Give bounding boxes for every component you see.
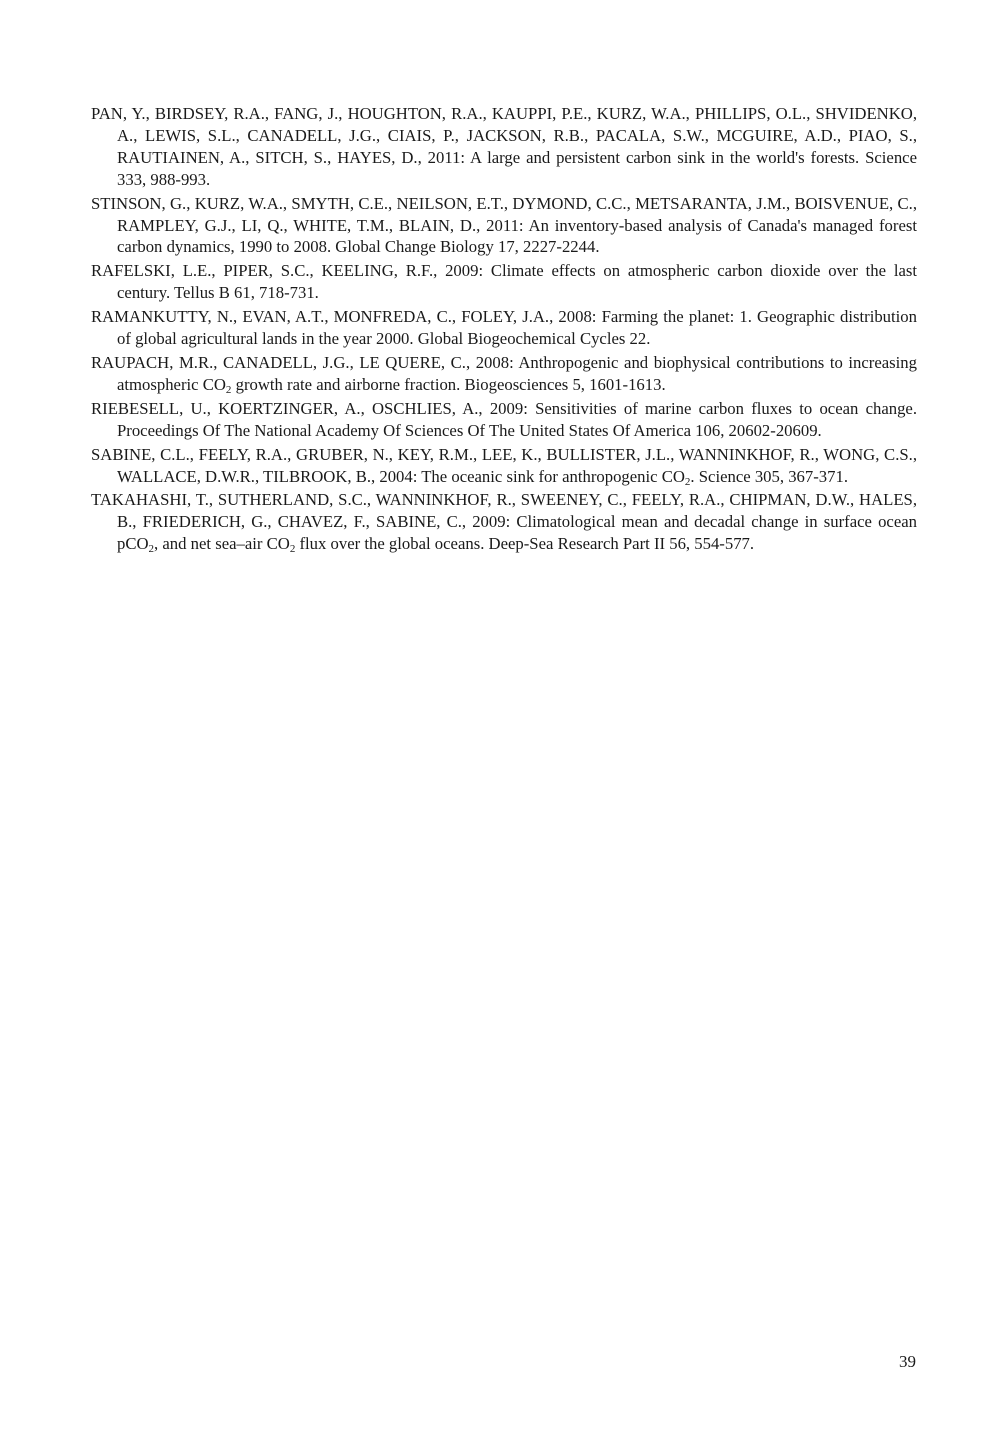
reference-entry	[91, 398, 917, 442]
reference-text: SABINE, C.L., FEELY, R.A., GRUBER, N., KEY, R.M., LEE, K., BULLISTER, J.L., WANNINKHOF, R., WONG, C.S., WALLACE, D.W.R., TILBROOK, B., 2004: The oceanic sink for anthropogenic CO	[91, 444, 917, 486]
subscript: 2	[225, 383, 232, 396]
reference-text: . Science 305, 367-371.	[690, 466, 848, 486]
reference-entry	[91, 444, 917, 488]
reference-list	[91, 103, 917, 557]
reference-entry	[91, 103, 917, 191]
reference-entry	[91, 260, 917, 304]
reference-text: RIEBESELL, U., KOERTZINGER, A., OSCHLIES, A., 2009: Sensitivities of marine carbon fluxes to ocean change. Proceedings Of The National Academy Of Sciences Of The United States Of America 106, 20602-20609.	[91, 398, 917, 440]
reference-entry	[91, 193, 917, 259]
reference-text: PAN, Y., BIRDSEY, R.A., FANG, J., HOUGHTON, R.A., KAUPPI, P.E., KURZ, W.A., PHILLIPS, O.L., SHVIDENKO, A., LEWIS, S.L., CANADELL, J.G., CIAIS, P., JACKSON, R.B., PACALA, S.W., MCGUIRE, A.D., PIAO, S., RAUTIAINEN, A., SITCH, S., HAYES, D., 2011: A large and persistent carbon sink in the world's forests. Science 333, 988-993.	[91, 104, 917, 189]
subscript: 2	[289, 543, 296, 556]
subscript: 2	[684, 475, 691, 488]
page-number: 39	[899, 1352, 916, 1371]
reference-entry	[91, 306, 917, 350]
reference-text: growth rate and airborne fraction. Biogeosciences 5, 1601-1613.	[231, 374, 666, 394]
reference-text: RAUPACH, M.R., CANADELL, J.G., LE QUERE, C., 2008: Anthropogenic and biophysical contributions to increasing atmospheric CO	[91, 352, 917, 394]
reference-text: RAFELSKI, L.E., PIPER, S.C., KEELING, R.F., 2009: Climate effects on atmospheric carbon dioxide over the last century. Tellus B 61, 718-731.	[91, 261, 917, 303]
reference-text: STINSON, G., KURZ, W.A., SMYTH, C.E., NEILSON, E.T., DYMOND, C.C., METSARANTA, J.M., BOISVENUE, C., RAMPLEY, G.J., LI, Q., WHITE, T.M., BLAIN, D., 2011: An inventory-based analysis of Canada's managed forest carbon dynamics, 1990 to 2008. Global Change Biology 17, 2227-2244.	[91, 193, 917, 257]
subscript: 2	[148, 543, 155, 556]
reference-text: RAMANKUTTY, N., EVAN, A.T., MONFREDA, C., FOLEY, J.A., 2008: Farming the planet: 1. Geographic distribution of global agricultural lands in the year 2000. Global Biogeochemical Cycles 22.	[91, 307, 917, 349]
reference-entry	[91, 352, 917, 396]
reference-text: , and net sea–air CO	[154, 534, 290, 554]
reference-text: TAKAHASHI, T., SUTHERLAND, S.C., WANNINKHOF, R., SWEENEY, C., FEELY, R.A., CHIPMAN, D.W., HALES, B., FRIEDERICH, G., CHAVEZ, F., SABINE, C., 2009: Climatological mean and decadal change in surface ocean pCO	[91, 490, 917, 554]
reference-entry	[91, 489, 917, 555]
reference-text: flux over the global oceans. Deep-Sea Research Part II 56, 554-577.	[295, 534, 755, 554]
